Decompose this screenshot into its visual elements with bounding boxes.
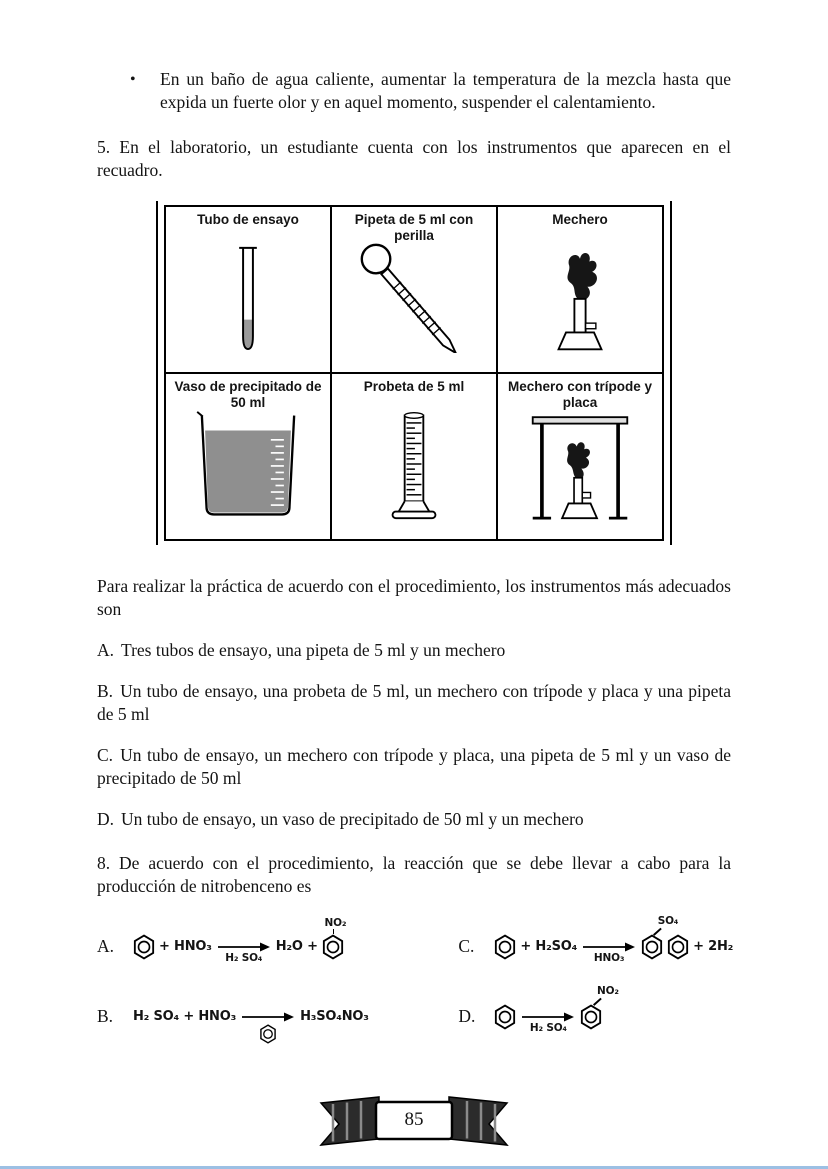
chemical-equation	[494, 985, 619, 1034]
option-letter: A.	[97, 640, 115, 661]
instrument-label: Pipeta de 5 ml con perilla	[354, 212, 474, 243]
bullet-text: En un baño de agua caliente, aumentar la temperatura de la mezcla hasta que expida un fuerte olor y en aquel momento, suspender el calentamiento.	[160, 69, 731, 113]
option-letter: C.	[97, 744, 114, 765]
formula-text: + 2H₂	[693, 939, 734, 955]
reaction-arrow-icon	[242, 1012, 294, 1022]
option-text: Tres tubos de ensayo, una pipeta de 5 ml y un mechero	[121, 640, 506, 661]
instrument-label: Mechero con trípode y placa	[507, 379, 653, 410]
option-text: Un tubo de ensayo, una probeta de 5 ml, un mechero con trípode y placa y una pipeta de 5 ml	[97, 680, 731, 725]
reaction-option-c	[458, 913, 733, 969]
instrument-label: Mechero	[552, 212, 608, 228]
reaction-options	[97, 913, 734, 1053]
substituent-label: NO₂	[597, 985, 619, 998]
option-letter: B.	[97, 680, 114, 701]
formula-text: H₂O +	[275, 939, 318, 955]
option-letter: D.	[458, 1006, 476, 1027]
benzene-ring-icon	[322, 917, 347, 960]
chemical-equation	[494, 915, 734, 964]
benzene-ring-icon	[641, 915, 679, 960]
instrument-label: Vaso de precipitado de 50 ml	[174, 379, 322, 410]
equations-right-column	[458, 913, 733, 1053]
chemical-equation	[133, 1009, 369, 1024]
instrument-cell-pipette	[331, 206, 497, 373]
equations-left-column	[97, 913, 458, 1053]
reaction-option-b	[97, 983, 458, 1039]
page-number-ribbon	[319, 1095, 509, 1147]
reaction-arrow-icon	[218, 942, 270, 964]
benzene-ring-icon	[580, 985, 619, 1030]
chemical-equation	[133, 917, 347, 964]
option-c	[97, 744, 731, 791]
instrument-cell-beaker	[165, 373, 331, 540]
arrow-condition-label: H₂ SO₄	[529, 1021, 567, 1034]
instrument-label: Tubo de ensayo	[197, 212, 299, 228]
pipette-icon	[336, 243, 492, 353]
beaker-icon	[170, 410, 326, 520]
question8-intro: 8. De acuerdo con el procedimiento, la reacción que se debe llevar a cabo para la producción de nitrobenceno es	[97, 853, 731, 897]
substituent-label: SO₄	[657, 915, 679, 928]
graduated-cylinder-icon	[336, 410, 492, 520]
benzene-ring-icon	[260, 1024, 277, 1044]
burner-tripod-icon	[502, 410, 658, 520]
substituent-label: NO₂	[324, 917, 347, 930]
bullet-paragraph	[130, 68, 731, 115]
option-text: Un tubo de ensayo, un vaso de precipitado de 50 ml y un mechero	[121, 808, 584, 829]
option-a	[97, 639, 731, 662]
formula-text: + H₂SO₄	[520, 939, 578, 955]
instruments-box	[156, 201, 672, 545]
option-letter: A.	[97, 936, 115, 957]
option-b	[97, 680, 731, 727]
option-text: Un tubo de ensayo, un mechero con trípode y placa, una pipeta de 5 ml y un vaso de precipitado de 50 ml	[97, 744, 731, 789]
instrument-cell-test-tube	[165, 206, 331, 373]
question5-intro: 5. En el laboratorio, un estudiante cuenta con los instrumentos que aparecen en el recuadro.	[97, 136, 731, 180]
benzene-ring-icon	[133, 934, 155, 960]
instrument-cell-cylinder	[331, 373, 497, 540]
option-letter: B.	[97, 1006, 114, 1027]
benzene-ring-icon	[494, 1004, 516, 1030]
instrument-cell-burner	[497, 206, 663, 373]
formula-text: H₃SO₄NO₃	[300, 1009, 369, 1025]
reaction-option-d	[458, 983, 733, 1039]
instrument-label: Probeta de 5 ml	[363, 379, 465, 395]
instruments-table	[164, 205, 664, 541]
question5-prompt: Para realizar la práctica de acuerdo con el procedimiento, los instrumentos más adecuados son	[97, 576, 731, 620]
bullet-icon: •	[130, 71, 136, 88]
benzene-ring-icon	[667, 934, 689, 960]
benzene-ring-icon	[494, 934, 516, 960]
page-number: 85	[404, 1108, 424, 1130]
option-d	[97, 808, 731, 831]
reaction-arrow-icon	[583, 942, 635, 964]
formula-text: + HNO₃	[159, 939, 212, 955]
option-letter: C.	[458, 936, 475, 957]
bunsen-burner-icon	[502, 243, 658, 353]
reaction-option-a	[97, 913, 458, 969]
reaction-arrow-icon	[522, 1012, 574, 1034]
arrow-condition-label: H₂ SO₄	[225, 951, 263, 964]
option-letter: D.	[97, 808, 115, 829]
formula-text: H₂ SO₄ + HNO₃	[133, 1009, 237, 1025]
instrument-cell-burner-tripod	[497, 373, 663, 540]
test-tube-icon	[170, 243, 326, 353]
arrow-condition-label: HNO₃	[593, 951, 625, 964]
